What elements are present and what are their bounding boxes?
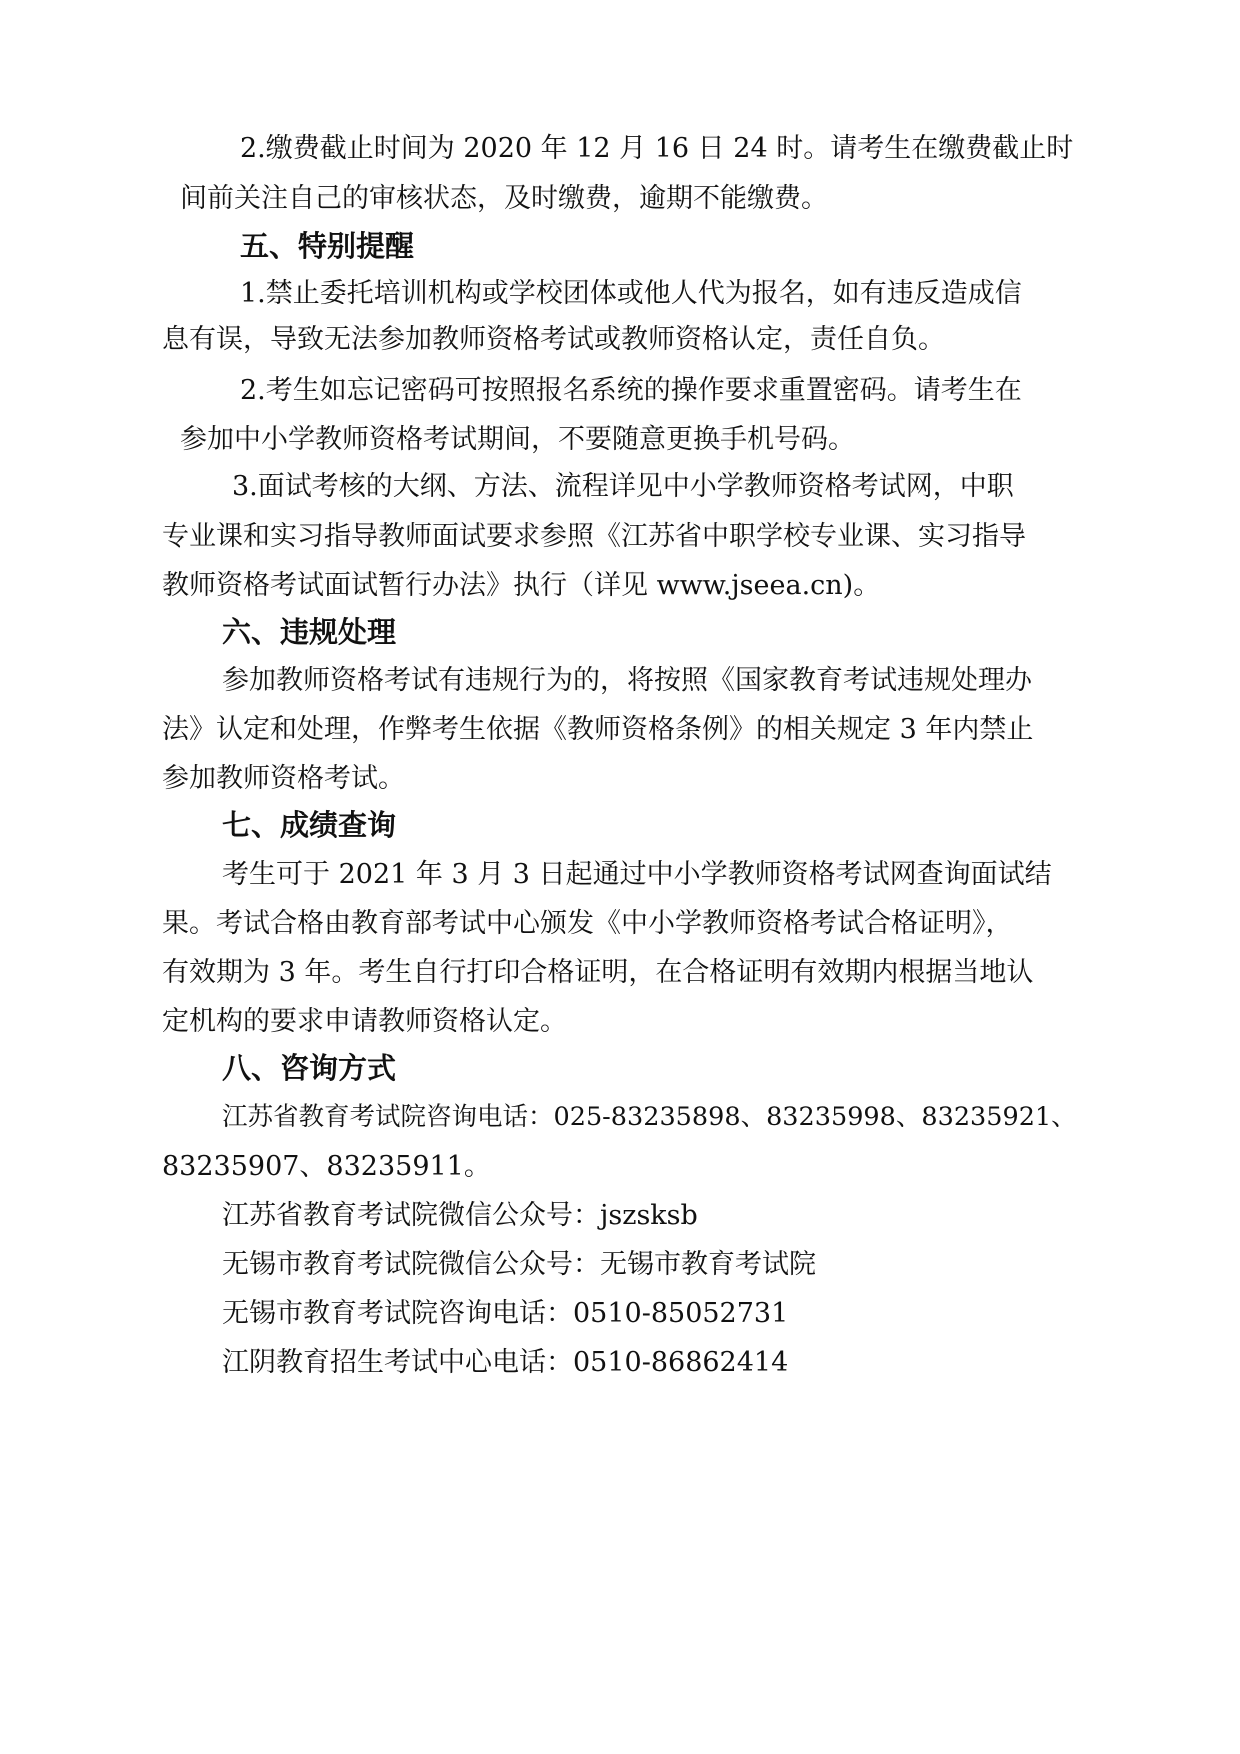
section-heading-results: 七、成绩查询 — [222, 808, 397, 842]
contact-line5: 无锡市教育考试院咨询电话：0510-85052731 — [222, 1298, 789, 1329]
reminder-item1-line1: 1.禁止委托培训机构或学校团体或他人代为报名，如有违反造成信 — [240, 278, 1022, 309]
results-line1: 考生可于 2021 年 3 月 3 日起通过中小学教师资格考试网查询面试结 — [222, 859, 1052, 890]
results-line2: 果。考试合格由教育部考试中心颁发《中小学教师资格考试合格证明》， — [162, 908, 1013, 939]
reminder-item3-line2: 专业课和实习指导教师面试要求参照《江苏省中职学校专业课、实习指导 — [162, 521, 1026, 552]
violation-line1: 参加教师资格考试有违规行为的，将按照《国家教育考试违规处理办 — [222, 665, 1032, 696]
contact-line3: 江苏省教育考试院微信公众号：jszsksb — [222, 1200, 698, 1231]
reminder-item2-line2: 参加中小学教师资格考试期间，不要随意更换手机号码。 — [180, 424, 855, 455]
payment-item2-line2: 间前关注自己的审核状态，及时缴费，逾期不能缴费。 — [180, 183, 828, 214]
contact-line6: 江阴教育招生考试中心电话：0510-86862414 — [222, 1347, 789, 1378]
payment-item2-line1: 2.缴费截止时间为 2020 年 12 月 16 日 24 时。请考生在缴费截止时 — [240, 133, 1074, 164]
contact-line4: 无锡市教育考试院微信公众号：无锡市教育考试院 — [222, 1249, 816, 1280]
section-heading-reminder: 五、特别提醒 — [240, 229, 415, 263]
reminder-item1-line2: 息有误，导致无法参加教师资格考试或教师资格认定，责任自负。 — [162, 324, 945, 355]
contact-line1: 江苏省教育考试院咨询电话：025-83235898、83235998、83235921、 — [222, 1102, 1077, 1132]
reminder-item3-line1: 3.面试考核的大纲、方法、流程详见中小学教师资格考试网，中职 — [232, 471, 1014, 502]
results-line3: 有效期为 3 年。考生自行打印合格证明，在合格证明有效期内根据当地认 — [162, 957, 1034, 988]
contact-line2: 83235907、83235911。 — [162, 1151, 491, 1182]
reminder-item3-line3: 教师资格考试面试暂行办法》执行（详见 www.jseea.cn)。 — [162, 570, 881, 601]
section-heading-contact: 八、咨询方式 — [222, 1051, 397, 1085]
results-line4: 定机构的要求申请教师资格认定。 — [162, 1006, 567, 1037]
reminder-item2-line1: 2.考生如忘记密码可按照报名系统的操作要求重置密码。请考生在 — [240, 375, 1022, 406]
violation-line3: 参加教师资格考试。 — [162, 763, 405, 794]
violation-line2: 法》认定和处理，作弊考生依据《教师资格条例》的相关规定 3 年内禁止 — [162, 714, 1034, 745]
section-heading-violation: 六、违规处理 — [222, 615, 397, 649]
